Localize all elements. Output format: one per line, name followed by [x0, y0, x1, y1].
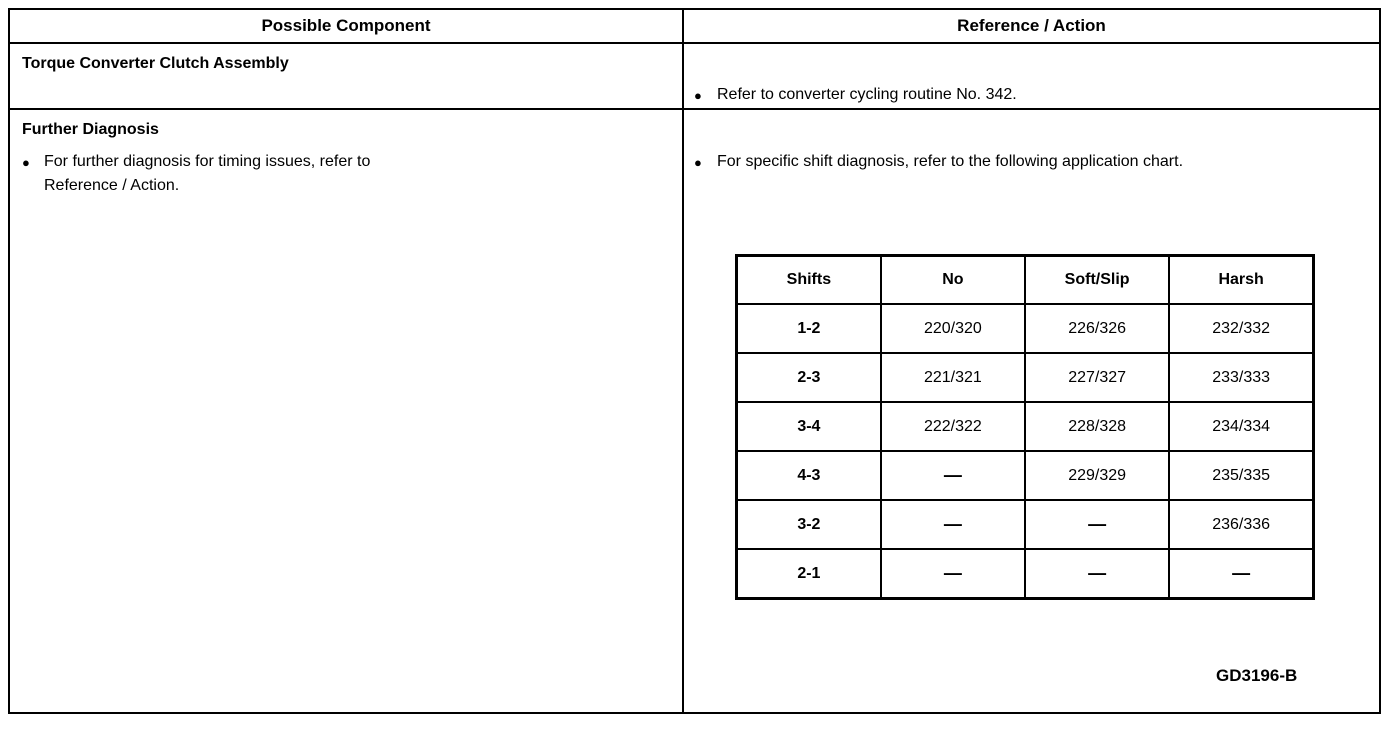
component-torque-converter: Torque Converter Clutch Assembly	[22, 55, 289, 72]
cell-shift: 3-2	[737, 500, 881, 549]
cell-harsh: 234/334	[1169, 402, 1313, 451]
component-further-diagnosis: Further Diagnosis	[22, 121, 159, 138]
cell-soft-slip: 226/326	[1025, 304, 1169, 353]
cell-no: 221/321	[881, 353, 1025, 402]
bullet-icon: ●	[694, 88, 702, 103]
chart-header-row	[737, 256, 1314, 305]
cell-shift: 2-3	[737, 353, 881, 402]
action-specific-shift: For specific shift diagnosis, refer to the following application chart.	[717, 153, 1184, 170]
cell-soft-slip: —	[1025, 549, 1169, 599]
table-row	[737, 304, 1314, 353]
cell-no: 222/322	[881, 402, 1025, 451]
action-converter-cycling: Refer to converter cycling routine No. 342.	[717, 86, 1017, 103]
figure-code: GD3196-B	[1216, 666, 1298, 685]
table-row	[737, 402, 1314, 451]
further-diagnosis-note-line1: For further diagnosis for timing issues, refer to	[44, 153, 371, 170]
bullet-icon: ●	[694, 155, 702, 170]
cell-soft-slip: 227/327	[1025, 353, 1169, 402]
cell-soft-slip: 229/329	[1025, 451, 1169, 500]
further-diagnosis-note-line2: Reference / Action.	[44, 177, 180, 194]
cell-shift: 1-2	[737, 304, 881, 353]
table-row	[737, 451, 1314, 500]
cell-no: —	[881, 451, 1025, 500]
cell-soft-slip: 228/328	[1025, 402, 1169, 451]
cell-shift: 4-3	[737, 451, 881, 500]
col-shifts: Shifts	[737, 256, 881, 305]
col-soft-slip: Soft/Slip	[1025, 256, 1169, 305]
cell-shift: 2-1	[737, 549, 881, 599]
cell-harsh: 236/336	[1169, 500, 1313, 549]
col-no: No	[881, 256, 1025, 305]
cell-harsh: 233/333	[1169, 353, 1313, 402]
cell-harsh: 232/332	[1169, 304, 1313, 353]
cell-harsh: 235/335	[1169, 451, 1313, 500]
cell-no: —	[881, 549, 1025, 599]
col-harsh: Harsh	[1169, 256, 1313, 305]
header-reference-action: Reference / Action	[957, 16, 1106, 35]
cell-shift: 3-4	[737, 402, 881, 451]
table-row	[737, 500, 1314, 549]
cell-harsh: —	[1169, 549, 1313, 599]
column-divider	[682, 8, 684, 714]
bullet-icon: ●	[22, 155, 30, 170]
shift-application-chart	[735, 254, 1315, 600]
cell-soft-slip: —	[1025, 500, 1169, 549]
cell-no: —	[881, 500, 1025, 549]
row-divider	[8, 108, 1381, 110]
table-row	[737, 353, 1314, 402]
header-possible-component: Possible Component	[261, 16, 431, 35]
table-row	[737, 549, 1314, 599]
cell-no: 220/320	[881, 304, 1025, 353]
